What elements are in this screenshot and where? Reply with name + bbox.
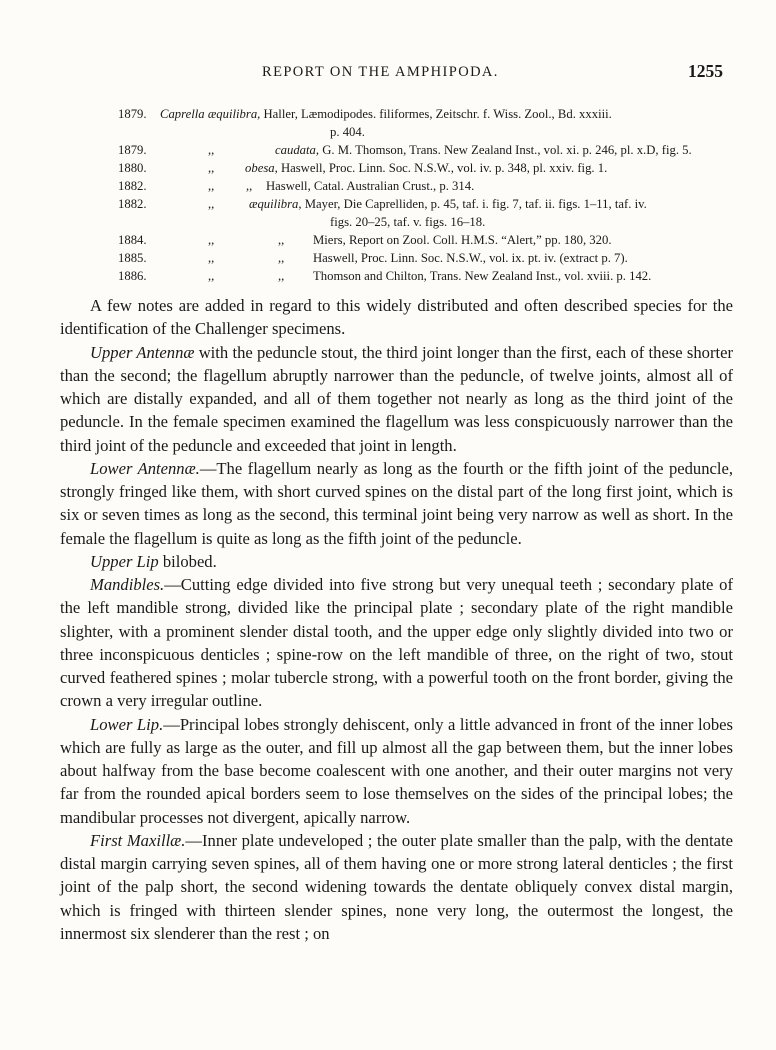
paragraph-text: bilobed. [158, 551, 217, 571]
running-title: REPORT ON THE AMPHIPODA. [262, 64, 499, 80]
paragraph-label: Lower Lip. [90, 714, 164, 734]
synonymy-year: 1886. [118, 269, 147, 283]
synonymy-continuation: figs. 20–25, taf. v. figs. 16–18. [330, 215, 486, 229]
ditto-mark: ,, [278, 233, 285, 247]
synonymy-entry [118, 267, 743, 285]
synonymy-continuation: p. 404. [330, 125, 365, 139]
synonymy-entry [118, 159, 743, 177]
synonymy-reference [249, 195, 743, 213]
synonymy-entry [118, 249, 743, 267]
ditto-mark: ,, [208, 251, 215, 265]
paragraph-label: First Maxillæ. [90, 830, 186, 850]
synonymy-entry [118, 195, 743, 231]
synonymy-reference [245, 159, 743, 177]
paragraph-lower-antennae [60, 457, 733, 550]
paragraph-text: —Principal lobes strongly dehiscent, only a little advanced in front of the inner lobes which are fully as large as the outer, and fill up almost all the gap between them, but the inner lobes about halfway from the base become coalescent with one another, and their outer margins not very far from the rounded apical borders seem to lose themselves on the sides of the principal lobes; the mandibular processes not divergent, apically narrow. [60, 714, 733, 827]
synonymy-reference [275, 141, 743, 159]
citation: Haswell, Proc. Linn. Soc. N.S.W., vol. ix. pt. iv. (extract p. 7). [313, 251, 628, 265]
species-name: caudata, [275, 143, 320, 157]
citation: Haswell, Proc. Linn. Soc. N.S.W., vol. iv. p. 348, pl. xxiv. fig. 1. [277, 161, 608, 175]
paragraph-label: Mandibles. [90, 575, 165, 594]
synonymy-year: 1882. [118, 197, 147, 211]
synonymy-list [118, 105, 743, 285]
synonymy-entry [118, 141, 743, 159]
ditto-mark: ,, [208, 197, 215, 211]
citation: Haller, Læmodipodes. filiformes, Zeitschr. f. Wiss. Zool., Bd. xxxiii. [260, 107, 612, 121]
citation: Mayer, Die Caprelliden, p. 45, taf. i. fig. 7, taf. ii. figs. 1–11, taf. iv. [301, 197, 647, 211]
paragraph-lower-lip [60, 713, 733, 829]
paragraph-text: with the peduncle stout, the third joint longer than the first, each of these shorter than the second; the flagellum abruptly narrower than the peduncle, of twelve joints, almost all of which are distally expanded, and all of them together not nearly as long as the third joint of the peduncle. In the female specimen examined the flagellum was less conspicuously narrower than the third joint of the peduncle and exceeded that joint in length. [60, 342, 733, 455]
synonymy-year: 1885. [118, 251, 147, 265]
ditto-mark: ,, [208, 233, 215, 247]
ditto-mark: ,, [278, 269, 285, 283]
page-number: 1255 [688, 61, 723, 81]
ditto-mark: ,, [246, 179, 253, 193]
paragraph-label: Upper Antennæ [90, 342, 195, 362]
body-text [60, 294, 733, 945]
species-name: æquilibra, [249, 197, 302, 211]
synonymy-year: 1884. [118, 233, 147, 247]
synonymy-entry [118, 105, 743, 141]
intro-paragraph: A few notes are added in regard to this widely distributed and often described species for the identification of the Challenger specimens. [60, 296, 733, 339]
citation: Haswell, Catal. Australian Crust., p. 314. [266, 179, 475, 193]
citation: G. M. Thomson, Trans. New Zealand Inst., vol. xi. p. 246, pl. x.D, fig. 5. [319, 143, 692, 157]
paragraph-text: —Cutting edge divided into five strong but very unequal teeth ; secondary plate of the left mandible strong, divided like the principal plate ; secondary plate of the right mandible slighter, with a prominent slender distal tooth, and the upper edge only slightly divided into two or three inconspicuous denticles ; spine-row on the left mandible of three, on the right of two, stout curved feathered spines ; molar tubercle strong, with a powerful tooth on the front border, giving the crown a very irregular outline. [60, 575, 733, 711]
species-name: obesa, [245, 161, 278, 175]
paragraph-text: —The flagellum nearly as long as the fourth or the fifth joint of the peduncle, strongly fringed like them, with short curved spines on the distal part of the long first joint, which is six or seven times as long as the second, this terminal joint being very narrow as well as short. In the female the flagellum is quite as long as the fifth joint of the peduncle. [60, 458, 734, 548]
paragraph-label: Lower Antennæ. [90, 458, 200, 478]
synonymy-year: 1880. [118, 161, 147, 175]
species-name: Caprella æquilibra, [160, 107, 261, 121]
citation: Thomson and Chilton, Trans. New Zealand Inst., vol. xviii. p. 142. [313, 269, 652, 283]
synonymy-reference [160, 105, 743, 123]
synonymy-year: 1879. [118, 143, 147, 157]
ditto-mark: ,, [208, 143, 215, 157]
ditto-mark: ,, [208, 161, 215, 175]
paragraph-text: —Inner plate undeveloped ; the outer plate smaller than the palp, with the dentate distal margin carrying seven spines, all of them having one or more strong lateral denticles ; the first joint of the palp short, the second widening towards the dentate obliquely convex distal margin, which is fringed with thirteen slender spines, none very long, the outermost the longest, the innermost six slenderer than the rest ; on [60, 830, 734, 943]
synonymy-entry [118, 231, 743, 249]
synonymy-year: 1882. [118, 179, 147, 193]
paragraph-mandibles [60, 573, 733, 713]
paragraph-upper-lip [60, 550, 733, 573]
paragraph-first-maxillae [60, 829, 733, 945]
ditto-mark: ,, [208, 269, 215, 283]
synonymy-year: 1879. [118, 107, 147, 121]
paragraph-label: Upper Lip [90, 551, 159, 571]
ditto-mark: ,, [278, 251, 285, 265]
synonymy-entry [118, 177, 743, 195]
paragraph-upper-antennae [60, 341, 733, 457]
ditto-mark: ,, [208, 179, 215, 193]
running-head [0, 61, 776, 85]
citation: Miers, Report on Zool. Coll. H.M.S. “Alert,” pp. 180, 320. [313, 233, 612, 247]
